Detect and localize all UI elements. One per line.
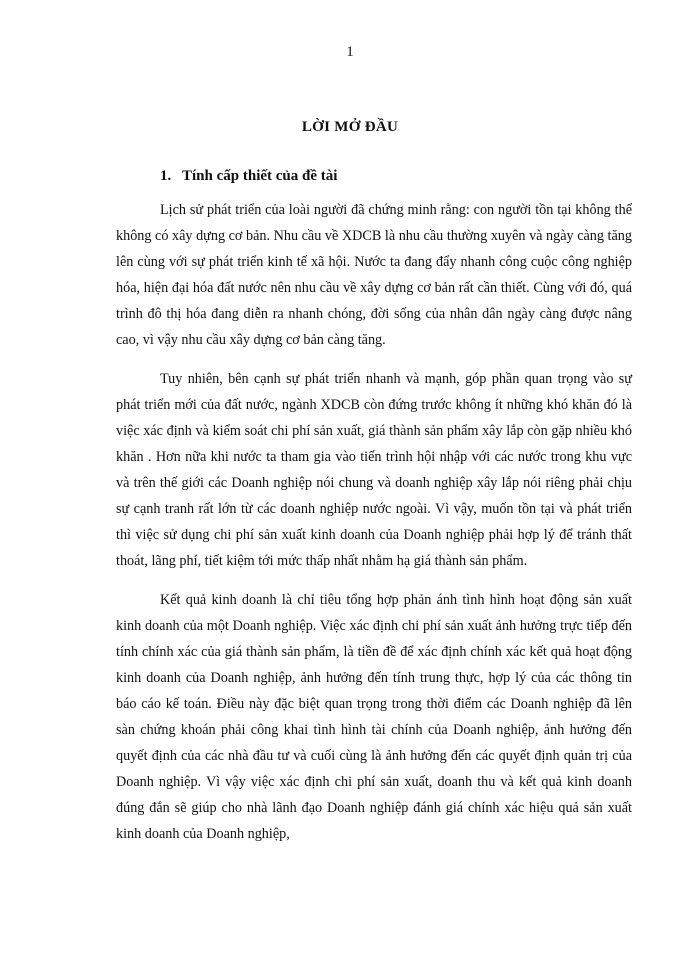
body-text: [116, 197, 632, 860]
paragraph-3: Kết quả kinh doanh là chỉ tiêu tổng hợp phản ánh tình hình hoạt động sản xuất kinh doanh của một Doanh nghiệp. Việc xác định chi phí sản xuất ảnh hưởng trực tiếp đến tính chính xác của giá thành sản phẩm, là tiền đề để xác định chính xác kết quả hoạt động kinh doanh của Doanh nghiệp, ảnh hưởng đến tính trung thực, hợp lý của các thông tin báo cáo kế toán. Điều này đặc biệt quan trọng trong thời điểm các Doanh nghiệp đã lên sàn chứng khoán phải công khai tình hình tài chính của Doanh nghiệp, ảnh hưởng đến quyết định của các nhà đầu tư và cuối cùng là ảnh hưởng đến các quyết định quản trị của Doanh nghiệp. Vì vậy việc xác định chi phí sản xuất, doanh thu và kết quả kinh doanh đúng đắn sẽ giúp cho nhà lãnh đạo Doanh nghiệp đánh giá chính xác hiệu quả sản xuất kinh doanh của Doanh nghiệp,: [116, 592, 632, 842]
paragraph-2: Tuy nhiên, bên cạnh sự phát triển nhanh và mạnh, góp phần quan trọng vào sự phát triển mới của đất nước, ngành XDCB còn đứng trước không ít những khó khăn đó là việc xác định và kiểm soát chi phí sản xuất, giá thành sản phẩm xây lắp còn gặp nhiều khó khăn . Hơn nữa khi nước ta tham gia vào tiến trình hội nhập với các nước trong khu vực và trên thế giới các Doanh nghiệp nói chung và doanh nghiệp xây lắp nói riêng phải chịu sự cạnh tranh rất lớn từ các doanh nghiệp nước ngoài. Vì vậy, muốn tồn tại và phát triển thì việc sử dụng chi phí sản xuất kinh doanh của Doanh nghiệp phải hợp lý để tránh thất thoát, lãng phí, tiết kiệm tới mức thấp nhất nhằm hạ giá thành sản phẩm.: [116, 371, 632, 569]
section-heading-text: Tính cấp thiết của đề tài: [182, 168, 338, 184]
section-number: 1.: [160, 168, 172, 184]
page-number: 1: [346, 44, 354, 60]
section-heading: [160, 168, 337, 185]
paragraph-1: Lịch sử phát triển của loài người đã chứng minh rằng: con người tồn tại không thể không có xây dựng cơ bản. Nhu cầu về XDCB là nhu cầu thường xuyên và ngày càng tăng lên cùng với sự phát triển kinh tế xã hội. Nước ta đang đẩy nhanh công cuộc công nghiệp hóa, hiện đại hóa đất nước nên nhu cầu về xây dựng cơ bản rất cần thiết. Cùng với đó, quá trình đô thị hóa đang diễn ra nhanh chóng, đời sống của nhân dân ngày càng được nâng cao, vì vậy nhu cầu xây dựng cơ bản càng tăng.: [116, 202, 632, 348]
page-title: LỜI MỞ ĐẦU: [301, 119, 399, 135]
